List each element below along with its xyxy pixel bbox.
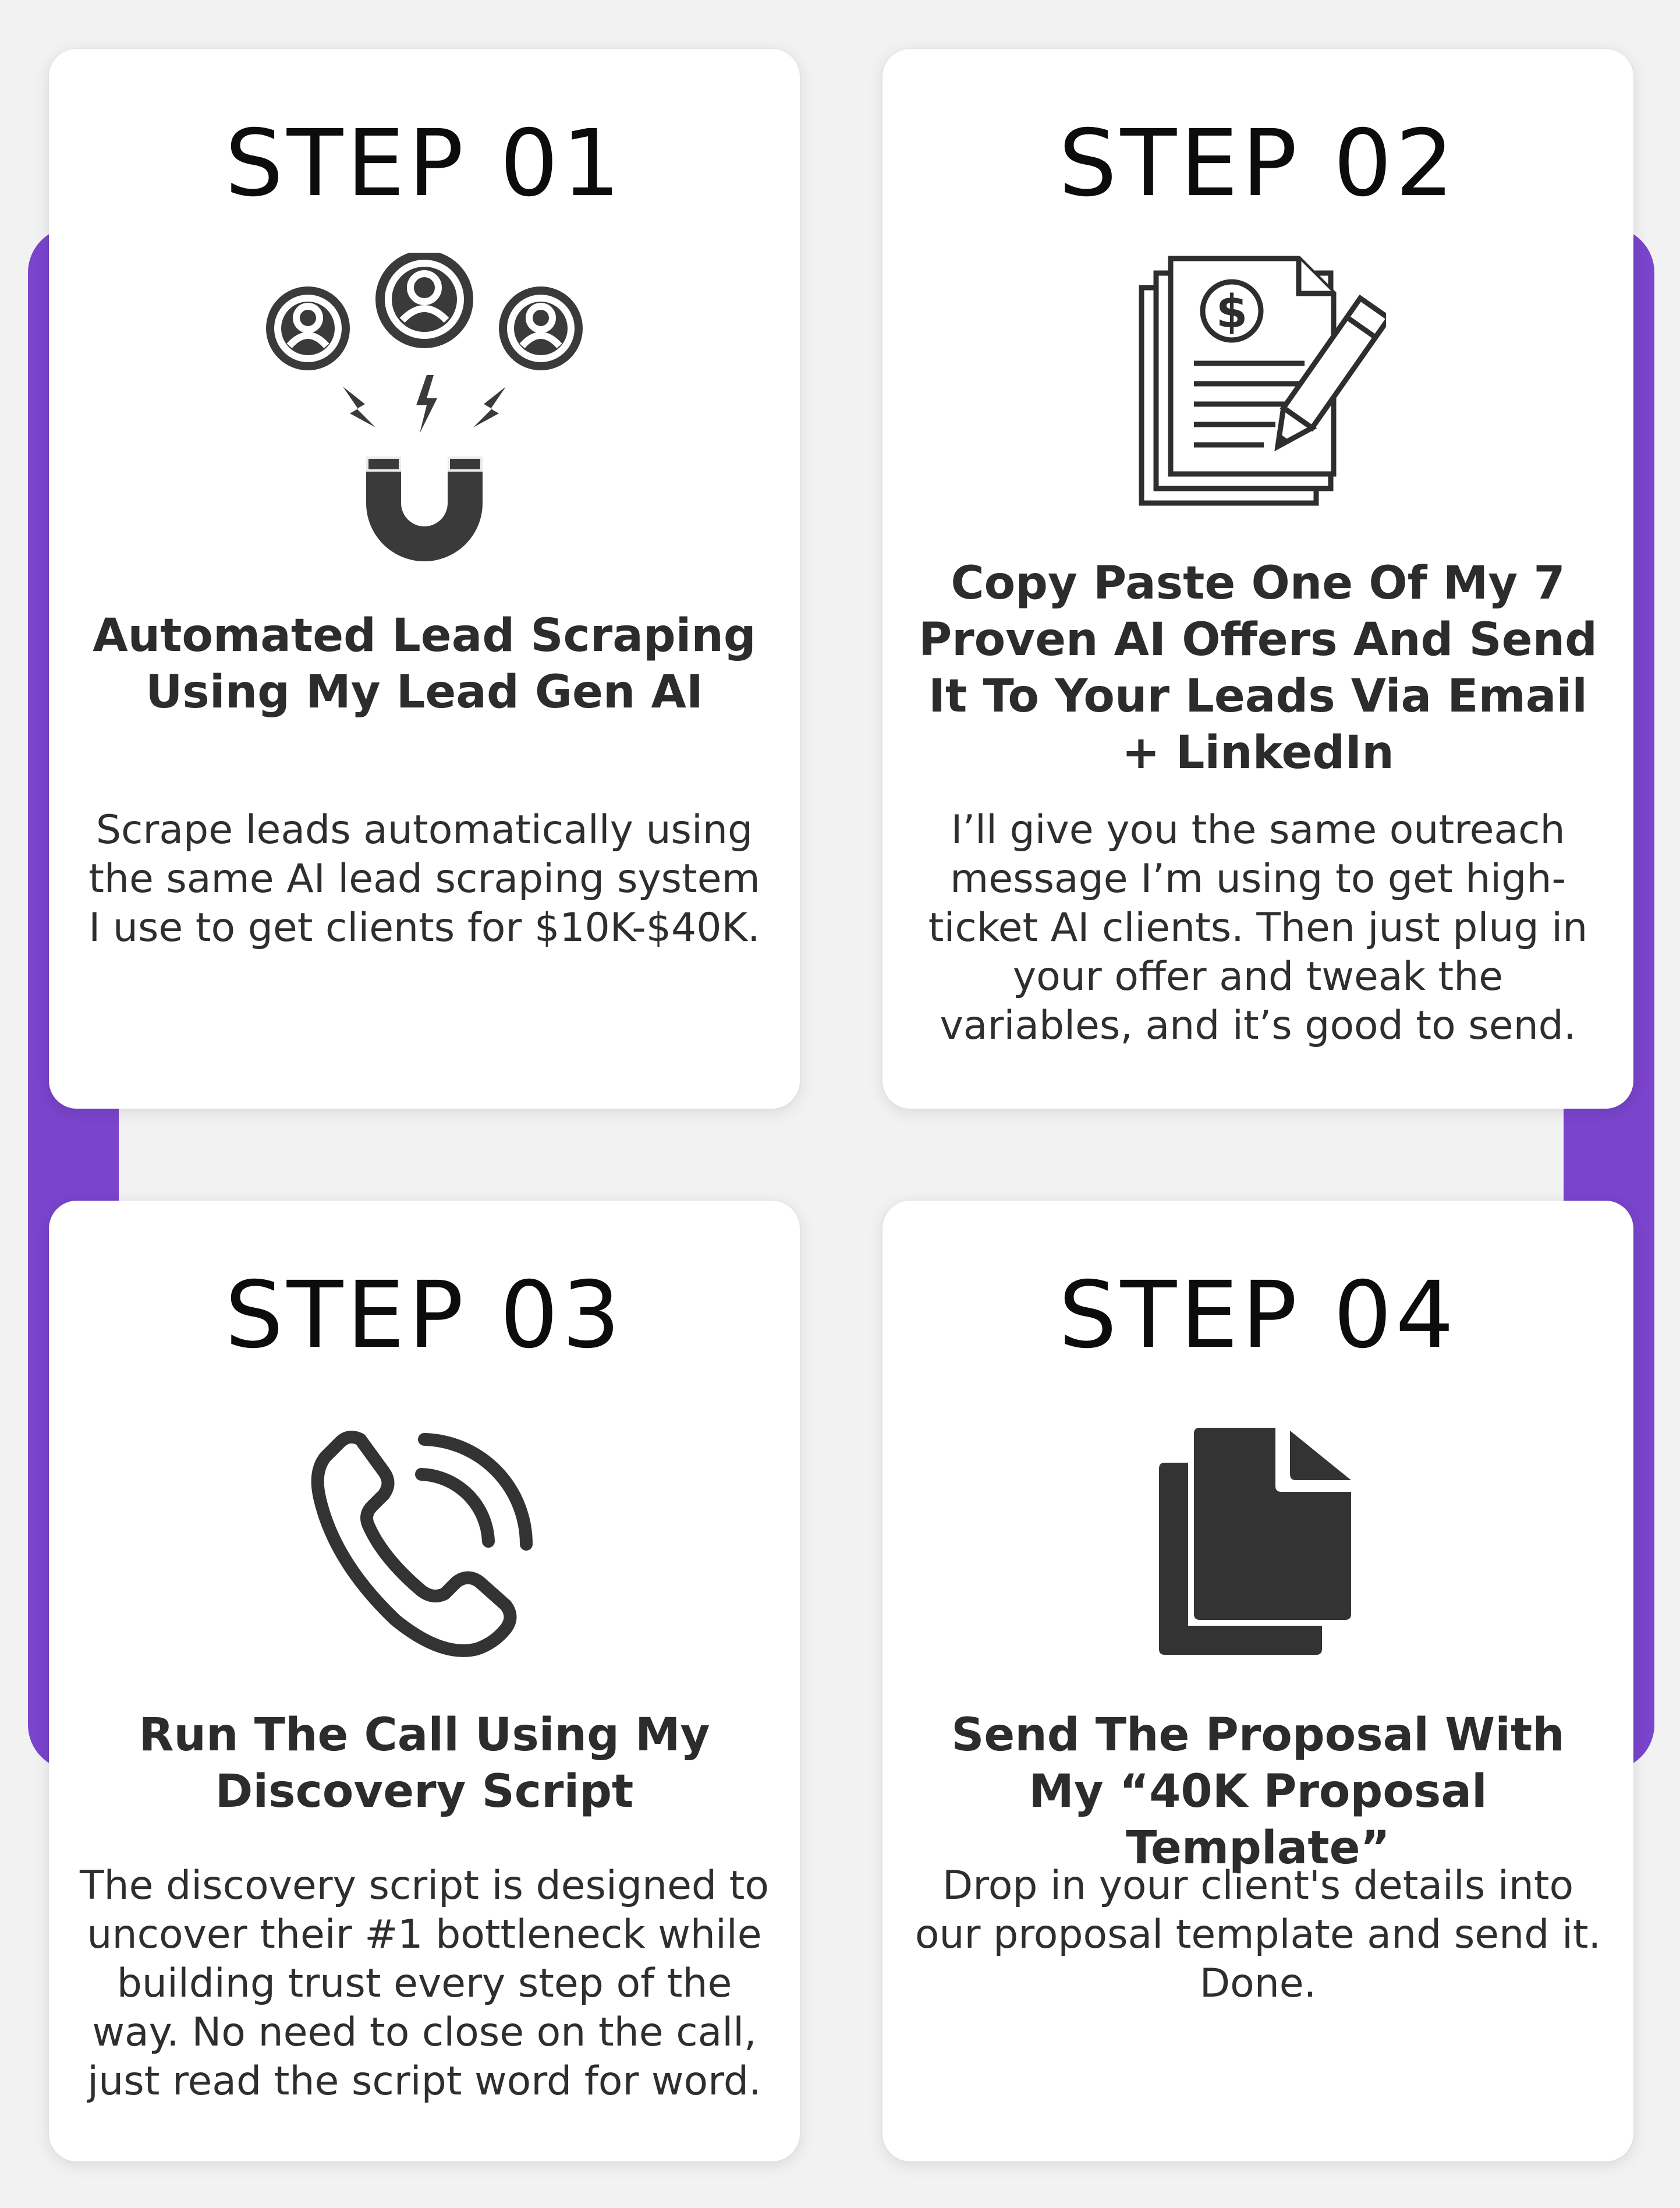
lead-magnet-icon [261, 253, 587, 579]
step-heading: Automated Lead Scraping Using My Lead Gen AI [93, 610, 756, 719]
step-card-4 [882, 1201, 1633, 2161]
step-title: STEP 02 [1058, 110, 1458, 217]
step-card-2 [882, 49, 1633, 1109]
step-description: Drop in your client's details into our proposal template and send it. Done. [915, 1863, 1601, 2007]
step-heading: Copy Paste One Of My 7 Proven AI Offers And Send It To Your Leads Via Email + LinkedIn [919, 557, 1597, 779]
copy-documents-icon [1153, 1428, 1363, 1661]
step-heading: Run The Call Using My Discovery Script [139, 1709, 710, 1818]
document-pen-icon [1130, 253, 1386, 509]
step-description: I’ll give you the same outreach message I’m using to get high-ticket AI clients. Then just plug in your offer and tweak the variables, and it’s good to send. [928, 807, 1588, 1049]
svg-text:$: $ [1215, 286, 1248, 338]
step-title: STEP 03 [225, 1262, 624, 1369]
step-card-1 [49, 49, 800, 1109]
step-heading: Send The Proposal With My “40K Proposal Template” [951, 1709, 1565, 1874]
step-title: STEP 01 [225, 110, 624, 217]
step-title: STEP 04 [1058, 1262, 1458, 1369]
phone-call-icon [308, 1428, 541, 1661]
step-description: The discovery script is designed to uncover their #1 bottleneck while building trust every step of the way. No need to close on the call, just read the script word for word. [80, 1863, 769, 2104]
step-description: Scrape leads automatically using the same AI lead scraping system I use to get clients for $10K-$40K. [88, 807, 760, 951]
step-card-3 [49, 1201, 800, 2161]
